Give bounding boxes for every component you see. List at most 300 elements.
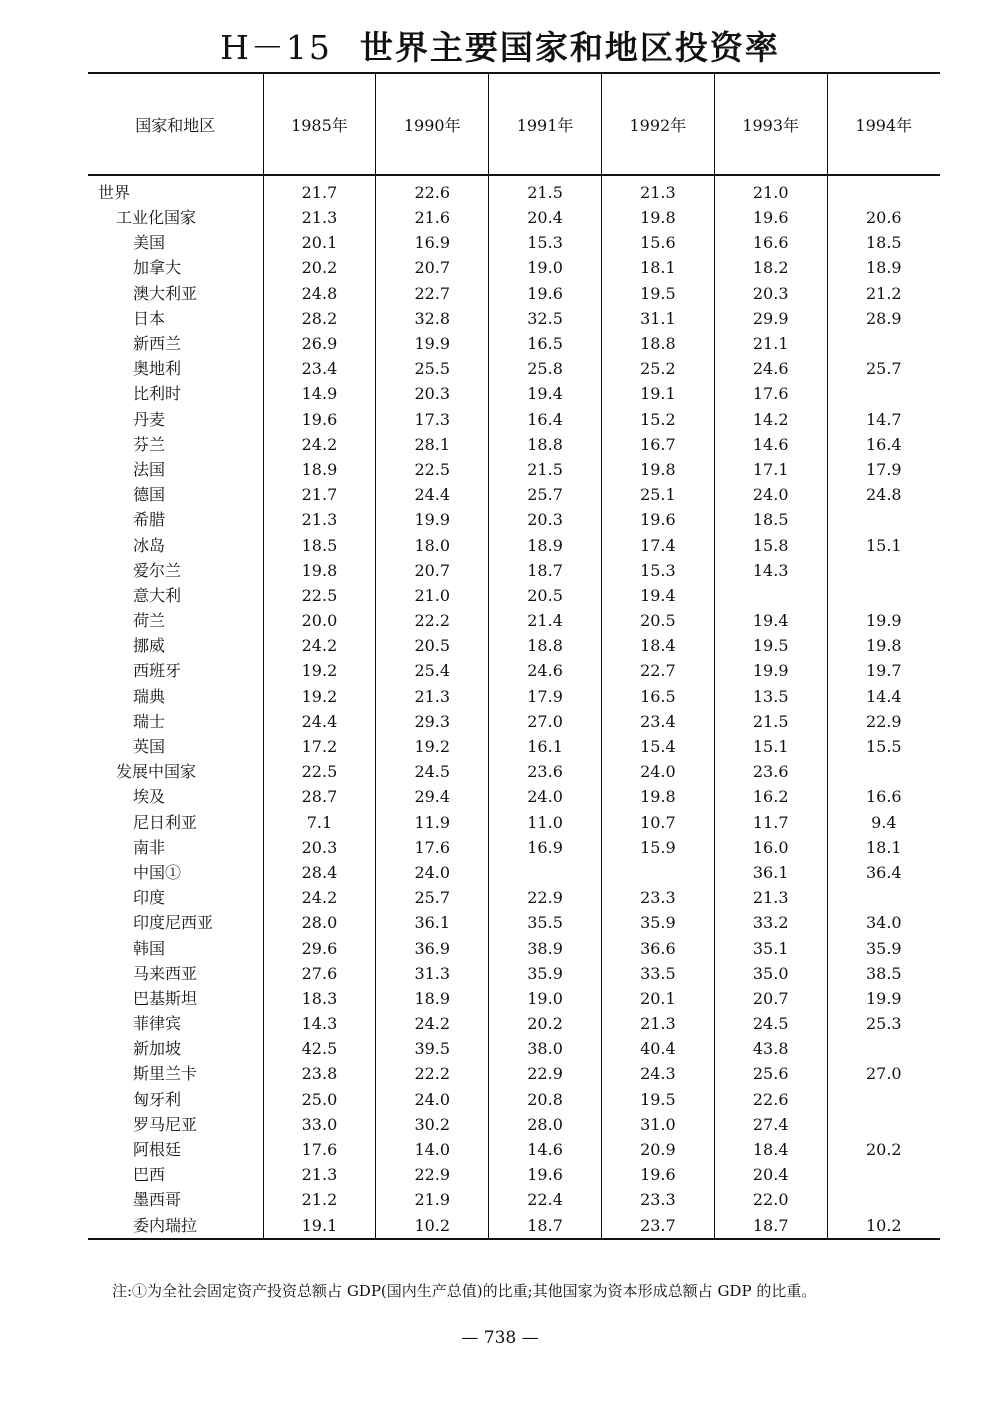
- table-cell: 17.6: [714, 381, 827, 406]
- table-cell: 24.2: [376, 1011, 489, 1036]
- header-1994: 1994年: [827, 73, 940, 175]
- table-row: [88, 1087, 940, 1112]
- table-cell: 18.2: [714, 255, 827, 280]
- table-cell: 38.0: [489, 1036, 602, 1061]
- header-1985: 1985年: [263, 73, 376, 175]
- table-row: [88, 1137, 940, 1162]
- table-cell: 33.0: [263, 1112, 376, 1137]
- table-row: [88, 860, 940, 885]
- row-label: 发展中国家: [116, 762, 197, 782]
- table-cell: 17.9: [489, 684, 602, 709]
- table-row: [88, 583, 940, 608]
- table-cell: 28.9: [827, 306, 940, 331]
- table-cell: 19.8: [601, 205, 714, 230]
- table-cell: [827, 1112, 940, 1137]
- table-cell: 20.2: [263, 255, 376, 280]
- table-cell: 22.4: [489, 1187, 602, 1212]
- table-row: [88, 255, 940, 280]
- table-cell: [827, 175, 940, 205]
- table-row: [88, 532, 940, 557]
- table-cell: 24.0: [714, 482, 827, 507]
- table-cell: 31.1: [601, 306, 714, 331]
- table-cell: 15.4: [601, 734, 714, 759]
- table-cell: 23.6: [714, 759, 827, 784]
- table-cell: 24.6: [489, 658, 602, 683]
- table-row: [88, 1061, 940, 1086]
- table-cell: 28.0: [489, 1112, 602, 1137]
- table-cell: 25.7: [489, 482, 602, 507]
- table-cell: 10.2: [827, 1213, 940, 1239]
- table-cell: 19.9: [714, 658, 827, 683]
- table-cell: 17.1: [714, 457, 827, 482]
- table-cell: 29.6: [263, 935, 376, 960]
- table-cell: 35.9: [489, 961, 602, 986]
- table-cell: 21.0: [376, 583, 489, 608]
- table-cell: 25.7: [376, 885, 489, 910]
- table-row: [88, 961, 940, 986]
- table-cell: 24.6: [714, 356, 827, 381]
- row-label: 墨西哥: [133, 1190, 182, 1210]
- table-cell: 25.8: [489, 356, 602, 381]
- page-title: [0, 22, 1000, 69]
- table-cell: 23.7: [601, 1213, 714, 1239]
- table-row: [88, 507, 940, 532]
- table-cell: 16.7: [601, 432, 714, 457]
- table-cell: 25.2: [601, 356, 714, 381]
- table-row: [88, 205, 940, 230]
- table-cell: 21.5: [489, 457, 602, 482]
- table-cell: 19.6: [489, 281, 602, 306]
- table-cell: 21.3: [376, 684, 489, 709]
- header-1993: 1993年: [714, 73, 827, 175]
- table-cell: 22.6: [376, 175, 489, 205]
- table-row: [88, 835, 940, 860]
- table-cell: 23.4: [601, 709, 714, 734]
- table-cell: 24.4: [376, 482, 489, 507]
- table-cell: 20.3: [714, 281, 827, 306]
- table-cell: [827, 1087, 940, 1112]
- table-cell: 19.6: [489, 1162, 602, 1187]
- table-cell: 25.5: [376, 356, 489, 381]
- table-row: [88, 633, 940, 658]
- table-cell: 36.4: [827, 860, 940, 885]
- row-label: 印度: [133, 888, 166, 908]
- table-cell: 19.9: [376, 331, 489, 356]
- table-cell: 20.5: [489, 583, 602, 608]
- table-cell: 19.6: [263, 407, 376, 432]
- table-cell: 21.2: [263, 1187, 376, 1212]
- table-row: [88, 1036, 940, 1061]
- table-cell: 21.3: [263, 1162, 376, 1187]
- table-cell: 22.7: [376, 281, 489, 306]
- table-cell: 18.5: [827, 230, 940, 255]
- table-header-row: [88, 73, 940, 175]
- table-cell: 18.4: [714, 1137, 827, 1162]
- row-label: 委内瑞拉: [88, 1213, 263, 1239]
- table-cell: 40.4: [601, 1036, 714, 1061]
- table-cell: 15.3: [601, 558, 714, 583]
- header-1990: 1990年: [376, 73, 489, 175]
- table-cell: 33.2: [714, 910, 827, 935]
- table-cell: 36.6: [601, 935, 714, 960]
- table-cell: 21.3: [601, 175, 714, 205]
- table-cell: 16.6: [714, 230, 827, 255]
- row-label: 希腊: [133, 510, 166, 530]
- table-cell: 29.9: [714, 306, 827, 331]
- table-cell: 15.1: [714, 734, 827, 759]
- table-cell: 17.6: [263, 1137, 376, 1162]
- row-label: 罗马尼亚: [133, 1114, 198, 1134]
- table-row: [88, 457, 940, 482]
- table-cell: 19.2: [263, 684, 376, 709]
- table-cell: 25.1: [601, 482, 714, 507]
- table-cell: 38.9: [489, 935, 602, 960]
- table-cell: 35.9: [601, 910, 714, 935]
- table-cell: 35.9: [827, 935, 940, 960]
- table-cell: 23.6: [489, 759, 602, 784]
- table-cell: 27.6: [263, 961, 376, 986]
- table-cell: 19.6: [601, 507, 714, 532]
- table-cell: [827, 558, 940, 583]
- table-cell: 31.3: [376, 961, 489, 986]
- table-cell: 20.7: [376, 558, 489, 583]
- row-label: 加拿大: [133, 258, 182, 278]
- table-cell: 19.0: [489, 255, 602, 280]
- table-row: [88, 810, 940, 835]
- row-label: 工业化国家: [116, 208, 197, 228]
- table-cell: 17.6: [376, 835, 489, 860]
- header-1991: 1991年: [489, 73, 602, 175]
- table-cell: 18.0: [376, 532, 489, 557]
- table-row: [88, 407, 940, 432]
- table-cell: 17.3: [376, 407, 489, 432]
- table-cell: 24.4: [263, 709, 376, 734]
- table-cell: 18.9: [263, 457, 376, 482]
- table-cell: 22.9: [489, 885, 602, 910]
- table-cell: 11.7: [714, 810, 827, 835]
- table-cell: 22.5: [263, 583, 376, 608]
- row-label: 瑞士: [133, 711, 166, 731]
- table-cell: 18.7: [489, 1213, 602, 1239]
- row-label: 爱尔兰: [133, 560, 182, 580]
- table-cell: 38.5: [827, 961, 940, 986]
- table-cell: 18.1: [601, 255, 714, 280]
- table-cell: 18.5: [714, 507, 827, 532]
- table-cell: [601, 860, 714, 885]
- table-cell: 25.0: [263, 1087, 376, 1112]
- table-cell: 15.5: [827, 734, 940, 759]
- table-cell: 18.7: [714, 1213, 827, 1239]
- row-label: 中国①: [133, 862, 182, 882]
- table-cell: 22.9: [827, 709, 940, 734]
- table-cell: 15.2: [601, 407, 714, 432]
- table-code: H－15: [220, 28, 332, 67]
- table-cell: 20.8: [489, 1087, 602, 1112]
- table-cell: 14.6: [489, 1137, 602, 1162]
- table-cell: 18.4: [601, 633, 714, 658]
- row-label: 印度尼西亚: [133, 913, 214, 933]
- table-cell: 39.5: [376, 1036, 489, 1061]
- table-row: [88, 784, 940, 809]
- row-label: 菲律宾: [133, 1014, 182, 1034]
- table-cell: 20.9: [601, 1137, 714, 1162]
- table-cell: 22.2: [376, 608, 489, 633]
- table-cell: 11.9: [376, 810, 489, 835]
- table-cell: 27.0: [827, 1061, 940, 1086]
- table-cell: 21.7: [263, 175, 376, 205]
- table-cell: 19.9: [376, 507, 489, 532]
- table-cell: 27.0: [489, 709, 602, 734]
- table-cell: 19.8: [263, 558, 376, 583]
- table-cell: 22.6: [714, 1087, 827, 1112]
- table-cell: [827, 583, 940, 608]
- table-cell: 30.2: [376, 1112, 489, 1137]
- row-label: 英国: [133, 737, 166, 757]
- table-cell: 20.4: [714, 1162, 827, 1187]
- table-cell: 19.4: [714, 608, 827, 633]
- table-cell: 22.9: [489, 1061, 602, 1086]
- row-label: 南非: [133, 837, 166, 857]
- row-label: 荷兰: [133, 611, 166, 631]
- header-1992: 1992年: [601, 73, 714, 175]
- table-cell: 19.8: [827, 633, 940, 658]
- table-cell: 32.8: [376, 306, 489, 331]
- table-cell: 19.5: [601, 1087, 714, 1112]
- table-cell: 27.4: [714, 1112, 827, 1137]
- row-label: 新加坡: [133, 1039, 182, 1059]
- row-label: 挪威: [133, 636, 166, 656]
- table-cell: 25.3: [827, 1011, 940, 1036]
- table-row: [88, 1112, 940, 1137]
- table-row: [88, 935, 940, 960]
- table-cell: 19.5: [714, 633, 827, 658]
- table-cell: 29.3: [376, 709, 489, 734]
- table-cell: 20.4: [489, 205, 602, 230]
- row-label: 德国: [133, 485, 166, 505]
- table-cell: 18.8: [601, 331, 714, 356]
- page-number: — 738 —: [461, 1328, 539, 1348]
- table-cell: 14.3: [714, 558, 827, 583]
- table-cell: 10.2: [376, 1213, 489, 1239]
- table-cell: 32.5: [489, 306, 602, 331]
- table-row: [88, 684, 940, 709]
- table-cell: 23.4: [263, 356, 376, 381]
- table-cell: 17.4: [601, 532, 714, 557]
- table-cell: 24.0: [376, 860, 489, 885]
- table-cell: 10.7: [601, 810, 714, 835]
- table-cell: 36.1: [714, 860, 827, 885]
- table-cell: 20.7: [376, 255, 489, 280]
- table-cell: 20.3: [376, 381, 489, 406]
- table-cell: 19.9: [827, 608, 940, 633]
- table-row: [88, 1011, 940, 1036]
- table-cell: [827, 1036, 940, 1061]
- table-cell: 24.2: [263, 885, 376, 910]
- table-cell: [827, 381, 940, 406]
- footnote: 注:①为全社会固定资产投资总额占 GDP(国内生产总值)的比重;其他国家为资本形成总额占 GDP 的比重。: [112, 1282, 817, 1300]
- table-row: [88, 281, 940, 306]
- table-cell: 18.8: [489, 633, 602, 658]
- table-cell: 9.4: [827, 810, 940, 835]
- table-cell: 24.2: [263, 432, 376, 457]
- table-cell: 20.5: [601, 608, 714, 633]
- table-cell: 18.8: [489, 432, 602, 457]
- table-cell: 18.7: [489, 558, 602, 583]
- table-cell: 21.5: [714, 709, 827, 734]
- table-row: [88, 986, 940, 1011]
- row-label: 世界: [98, 183, 131, 202]
- table-cell: 19.4: [601, 583, 714, 608]
- table-cell: 11.0: [489, 810, 602, 835]
- table-cell: 35.5: [489, 910, 602, 935]
- table-row: [88, 175, 940, 205]
- table-cell: 28.4: [263, 860, 376, 885]
- table-cell: 24.3: [601, 1061, 714, 1086]
- row-label: 美国: [133, 233, 166, 253]
- table-cell: 16.5: [601, 684, 714, 709]
- table-cell: 16.0: [714, 835, 827, 860]
- table-cell: 21.5: [489, 175, 602, 205]
- table-cell: 22.0: [714, 1187, 827, 1212]
- table-cell: 20.7: [714, 986, 827, 1011]
- table-cell: 15.9: [601, 835, 714, 860]
- table-cell: 25.7: [827, 356, 940, 381]
- table-cell: 24.2: [263, 633, 376, 658]
- table-cell: 23.3: [601, 1187, 714, 1212]
- table-cell: 31.0: [601, 1112, 714, 1137]
- table-cell: 21.3: [601, 1011, 714, 1036]
- table-cell: 16.1: [489, 734, 602, 759]
- table-title: 世界主要国家和地区投资率: [359, 28, 780, 67]
- table-cell: [827, 1187, 940, 1212]
- table-cell: 19.2: [263, 658, 376, 683]
- table-cell: 21.7: [263, 482, 376, 507]
- table-cell: 18.3: [263, 986, 376, 1011]
- table-cell: 20.2: [827, 1137, 940, 1162]
- table-cell: 20.3: [489, 507, 602, 532]
- row-label: 比利时: [133, 384, 182, 404]
- table-cell: 21.3: [714, 885, 827, 910]
- table-cell: 19.5: [601, 281, 714, 306]
- table-cell: 18.9: [376, 986, 489, 1011]
- table-cell: 14.4: [827, 684, 940, 709]
- table-cell: 16.4: [489, 407, 602, 432]
- table-cell: 14.6: [714, 432, 827, 457]
- table-cell: 21.0: [714, 175, 827, 205]
- table-cell: 17.2: [263, 734, 376, 759]
- table-cell: 19.6: [601, 1162, 714, 1187]
- table-cell: 16.2: [714, 784, 827, 809]
- table-row: [88, 709, 940, 734]
- table-cell: 15.6: [601, 230, 714, 255]
- table-cell: 18.9: [489, 532, 602, 557]
- table-cell: 18.1: [827, 835, 940, 860]
- row-label: 法国: [133, 459, 166, 479]
- table-cell: 20.2: [489, 1011, 602, 1036]
- row-label: 丹麦: [133, 409, 166, 429]
- table-cell: 24.5: [714, 1011, 827, 1036]
- table-cell: 22.9: [376, 1162, 489, 1187]
- table-cell: 19.8: [601, 457, 714, 482]
- table-cell: 28.0: [263, 910, 376, 935]
- table-cell: 24.0: [601, 759, 714, 784]
- table-cell: 42.5: [263, 1036, 376, 1061]
- row-label: 埃及: [133, 787, 166, 807]
- table-cell: 21.4: [489, 608, 602, 633]
- table-cell: 20.1: [263, 230, 376, 255]
- row-label: 匈牙利: [133, 1089, 182, 1109]
- table-cell: 28.7: [263, 784, 376, 809]
- table-row: [88, 1187, 940, 1212]
- table-row: [88, 885, 940, 910]
- table-row: [88, 306, 940, 331]
- table-cell: 20.1: [601, 986, 714, 1011]
- table-cell: 14.2: [714, 407, 827, 432]
- table-cell: 22.7: [601, 658, 714, 683]
- row-label: 马来西亚: [133, 963, 198, 983]
- table-cell: 18.9: [827, 255, 940, 280]
- table-cell: 19.8: [601, 784, 714, 809]
- table-cell: 16.9: [376, 230, 489, 255]
- table-row: [88, 230, 940, 255]
- table-row: [88, 910, 940, 935]
- row-label: 西班牙: [133, 661, 182, 681]
- table-cell: [489, 860, 602, 885]
- table-cell: 20.5: [376, 633, 489, 658]
- row-label: 奥地利: [133, 359, 182, 379]
- table-cell: 26.9: [263, 331, 376, 356]
- row-label: 新西兰: [133, 334, 182, 354]
- table-cell: 19.0: [489, 986, 602, 1011]
- row-label: 尼日利亚: [133, 812, 198, 832]
- table-cell: 34.0: [827, 910, 940, 935]
- table-row: [88, 381, 940, 406]
- table-cell: 17.9: [827, 457, 940, 482]
- table-cell: 22.5: [376, 457, 489, 482]
- table-cell: 14.0: [376, 1137, 489, 1162]
- table-cell: 14.9: [263, 381, 376, 406]
- table-cell: 7.1: [263, 810, 376, 835]
- table-cell: 35.0: [714, 961, 827, 986]
- table-row: [88, 432, 940, 457]
- table-cell: 24.8: [263, 281, 376, 306]
- table-cell: 16.6: [827, 784, 940, 809]
- table-cell: 16.4: [827, 432, 940, 457]
- table-cell: 15.1: [827, 532, 940, 557]
- table-cell: 21.6: [376, 205, 489, 230]
- table-row: [88, 558, 940, 583]
- table-cell: 19.4: [489, 381, 602, 406]
- table-cell: [827, 507, 940, 532]
- table-cell: 21.2: [827, 281, 940, 306]
- table-row: [88, 1213, 940, 1239]
- table-cell: [827, 1162, 940, 1187]
- table-cell: 23.8: [263, 1061, 376, 1086]
- table-cell: 18.5: [263, 532, 376, 557]
- table-cell: 19.6: [714, 205, 827, 230]
- table-cell: 24.0: [489, 784, 602, 809]
- table-cell: 21.3: [263, 205, 376, 230]
- table-cell: 19.2: [376, 734, 489, 759]
- table-cell: 25.4: [376, 658, 489, 683]
- table-cell: 20.6: [827, 205, 940, 230]
- table-cell: 33.5: [601, 961, 714, 986]
- table-cell: 24.8: [827, 482, 940, 507]
- table-row: [88, 759, 940, 784]
- table-cell: 16.5: [489, 331, 602, 356]
- row-label: 阿根廷: [133, 1140, 182, 1160]
- table-cell: 16.9: [489, 835, 602, 860]
